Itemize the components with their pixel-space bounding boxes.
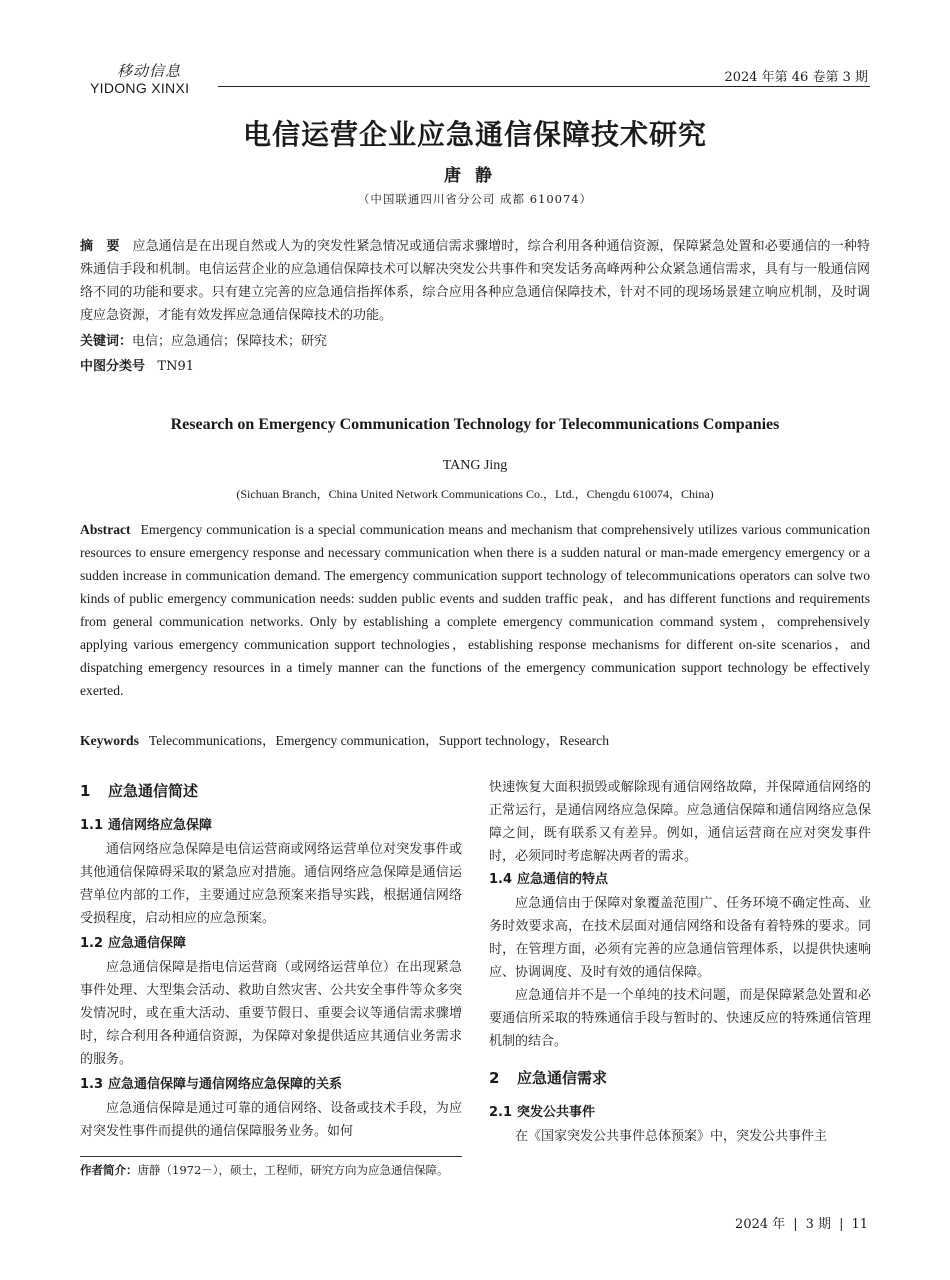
author-affiliation-en: (Sichuan Branch，China United Network Communications Co.，Ltd.，Chengdu 610074，China) <box>236 487 714 501</box>
footnote-label: 作者简介： <box>80 1163 138 1177</box>
keywords-zh-text: 电信；应急通信；保障技术；研究 <box>132 334 328 349</box>
classification-label: 中图分类号 <box>80 359 146 374</box>
paragraph: 通信网络应急保障是电信运营商或网络运营单位对突发事件或其他通信保障碍采取的紧急应对措施。通信网络应急保障是通信运营单位内部的工作，主要通过应急预案来指导实践，根据通信网络受损程度，启动相应的应急预案。 <box>80 842 462 926</box>
footer-issue: 3 期 <box>805 1217 832 1232</box>
keywords-en <box>80 729 870 749</box>
issue-info: 2024 年第 46 卷第 3 期 <box>724 70 868 85</box>
paragraph: 应急通信并不是一个单纯的技术问题，而是保障紧急处置和必要通信所采取的特殊通信手段与暂时的、快速反应的特殊通信管理机制的结合。 <box>489 988 871 1049</box>
footer-year: 2024 年 <box>735 1217 786 1232</box>
section-heading: 2 应急通信需求 <box>489 1069 608 1087</box>
abstract-en <box>80 518 870 702</box>
subsection-heading: 1.1 通信网络应急保障 <box>80 818 213 833</box>
journal-name-cn: 移动信息 <box>117 62 182 80</box>
abstract-zh-text: 应急通信是在出现自然或人为的突发性紧急情况或通信需求骤增时，综合利用各种通信资源，保障紧急处置和必要通信的一种特殊通信手段和机制。电信运营企业的应急通信保障技术可以解决突发公共事件和突发话务高峰两种公众紧急通信需求，具有与一般通信网络不同的功能和要求。只有建立完善的应急通信指挥体系，综合应用各种应急通信保障技术，针对不同的现场场景建立响应机制，及时调度应急资源，才能有效发挥应急通信保障技术的功能。 <box>80 239 870 323</box>
paragraph: 快速恢复大面积损毁或解除现有通信网络故障，并保障通信网络的正常运行，是通信网络应急保障。应急通信保障和通信网络应急保障之间，既有联系又有差异。例如，通信运营商在应对突发事件时，必须同时考虑解决两者的需求。 <box>489 780 871 864</box>
abstract-zh <box>80 235 870 327</box>
subsection-heading: 1.2 应急通信保障 <box>80 936 187 951</box>
abstract-en-label: Abstract <box>80 522 131 537</box>
author-name: 唐静 <box>444 166 506 186</box>
keywords-en-label: Keywords <box>80 733 139 748</box>
footnote-rule <box>80 1156 462 1157</box>
classification <box>80 355 870 374</box>
header-rule <box>218 86 870 87</box>
paragraph: 应急通信由于保障对象覆盖范围广、任务环境不确定性高、业务时效要求高，在技术层面对通信网络和设备有着特殊的要求。同时，在管理方面，必须有完善的应急通信管理体系，以提供快速响应、协调调度、及时有效的通信保障。 <box>489 896 871 980</box>
keywords-zh <box>80 330 870 349</box>
abstract-en-text: Emergency communication is a special communication means and mechanism that comprehensively utilizes various communication resources to ensure emergency response and necessary communication when there is a sudden natural or man-made emergency emergency or a sudden increase in communication demand. The emergency communication support technology of telecommunications operators can solve two kinds of public emergency communication needs: sudden public events and sudden traffic peak，and has different functions and requirements from general communication networks. Only by establishing a complete emergency communication command system，comprehensively applying various emergency communication support technologies，establishing response mechanisms for different on-site scenarios，and dispatching emergency resources in a timely manner can the functions of the emergency communication support technology be effectively exerted. <box>80 522 870 698</box>
paragraph: 在《国家突发公共事件总体预案》中，突发公共事件主 <box>515 1129 828 1144</box>
page-number: 11 <box>851 1217 868 1232</box>
section-heading: 1 应急通信简述 <box>80 782 199 800</box>
author-footnote <box>80 1162 480 1178</box>
page-footer: 2024 年 | 3 期 | 11 <box>735 1217 868 1232</box>
subsection-heading: 1.4 应急通信的特点 <box>489 872 609 887</box>
body-column-right <box>489 776 871 1148</box>
paper-title-en: Research on Emergency Communication Technology for Telecommunications Companies <box>170 416 780 433</box>
author-name-en: TANG Jing <box>442 458 508 473</box>
classification-value: TN91 <box>157 359 195 374</box>
body-column-left <box>80 776 462 1143</box>
abstract-zh-label: 摘 要 <box>80 239 120 254</box>
paragraph: 应急通信保障是指电信运营商（或网络运营单位）在出现紧急事件处理、大型集会活动、救助自然灾害、公共安全事件等众多突发情况时，或在重大活动、重要节假日、重要会议等通信需求骤增时，综合利用各种通信资源，为保障对象提供适应其通信业务需求的服务。 <box>80 960 462 1067</box>
keywords-en-text: Telecommunications，Emergency communication，Support technology，Research <box>148 733 610 748</box>
author-affiliation: （中国联通四川省分公司 成都 610074） <box>357 192 593 206</box>
footnote-text: 唐静（1972－），硕士，工程师，研究方向为应急通信保障。 <box>137 1163 449 1177</box>
journal-name-en: YIDONG XINXI <box>90 80 190 96</box>
paragraph: 应急通信保障是通过可靠的通信网络、设备或技术手段，为应对突发性事件而提供的通信保障服务业务。如何 <box>80 1101 462 1139</box>
subsection-heading: 1.3 应急通信保障与通信网络应急保障的关系 <box>80 1077 343 1092</box>
subsection-heading: 2.1 突发公共事件 <box>489 1105 596 1120</box>
paper-title: 电信运营企业应急通信保障技术研究 <box>242 118 707 151</box>
keywords-zh-label: 关键词： <box>80 334 133 349</box>
